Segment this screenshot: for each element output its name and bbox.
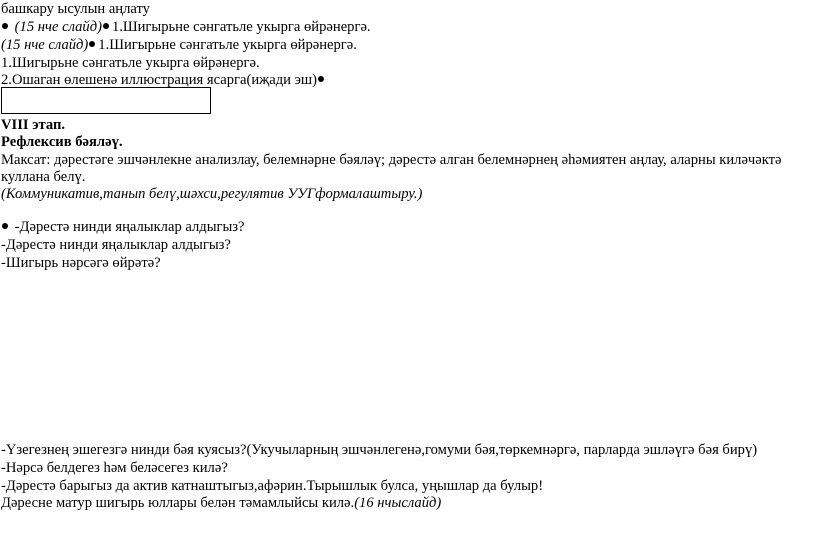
question-text: -Дәрестә нинди яңалыклар алдыгыз? [11,219,245,235]
evaluation-line-3: -Дәрестә барыгыз да актив катнаштыгыз,афәрин.Тырышлык булса, уңышлар да булыр! [1,478,544,494]
task-text: 1.Шигырьне сәнгатьле укырга өйрәнергә. [111,19,371,35]
task-text: 1.Шигырьне сәнгатьле укырга өйрәнергә. [1,55,260,71]
goal-paragraph: Максат: дәрестәге эшчәнлекне анализлау, белемнәрне бәяләү; дәрестә алган белемнәрнең әһәмиятен аңлау, аларны киләчәктә кулланa белү. [1,152,782,185]
slide-ref: (15 нче слайд) [14,19,102,35]
text-line-slide-1 [1,19,371,36]
stage-heading: VIII этап. [1,117,66,133]
uud-note: (Коммуникатив,танып белү,шәхси,регулятив УУГформалаштыру.) [1,186,423,202]
method-text: башкару ысулын аңлату [1,1,150,17]
bullet-icon [89,41,95,47]
question-line-2: -Дәрестә нинди яңалыклар алдыгыз? [1,237,231,253]
stage-title: Рефлексив бәяләү. [1,134,123,150]
task-text: 1.Шигырьне сәнгатьле укырга өйрәнергә. [98,37,357,53]
bullet-icon [2,223,8,229]
slide-ref: (15 нче слайд) [1,37,89,53]
question-line-3: -Шигырь нәрсәгә өйрәтә? [1,255,161,271]
empty-frame [1,87,211,114]
evaluation-line-1: -Үзегезнең эшегезгә нинди бәя куясыз?(Укучыларның эшчәнлегенә,гомуми бәя,төркемнәргә, парларда эшләүгә бәя бирү) [1,442,758,458]
closing-line [1,495,441,512]
text-line-task-1 [1,55,260,72]
text-line-method [1,1,150,18]
bullet-icon [103,23,109,29]
question-line-1 [1,219,245,236]
slide-ref: (16 нчыслайд) [354,495,442,511]
closing-text: Дәресне матур шигырь юллары белән тәмамлыйсы килә. [1,495,355,511]
bullet-icon [2,23,8,29]
bullet-icon [318,76,324,82]
text-line-slide-2 [1,37,357,54]
task-text: 2.Ошаган өлешенә иллюстрация ясарга(иҗади эш) [1,72,317,88]
evaluation-line-2: -Нәрсә белдегез һәм беләсегез килә? [1,460,228,476]
